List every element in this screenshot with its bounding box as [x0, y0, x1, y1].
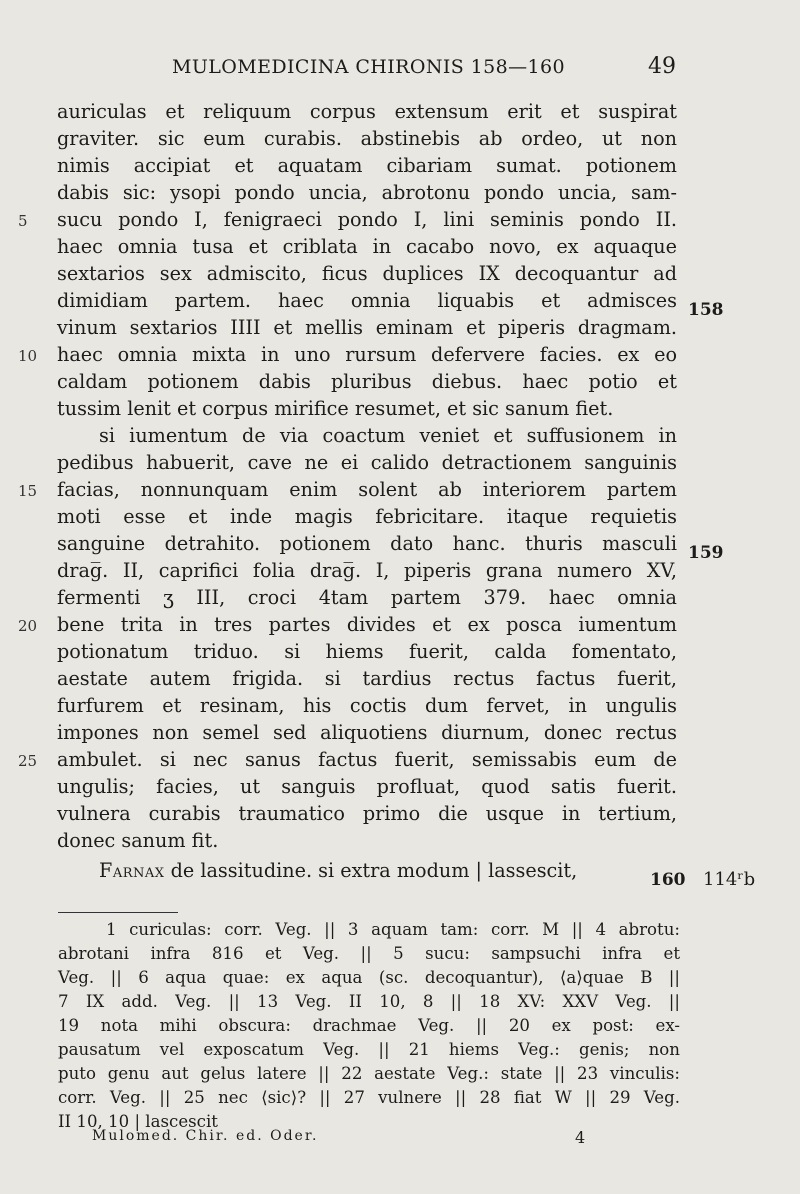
line-number: 20 [18, 617, 38, 635]
page-number: 49 [648, 54, 676, 79]
section-number: 158 [688, 300, 724, 320]
printer-signature: Mulomed. Chir. ed. Oder. [92, 1128, 319, 1144]
running-title: MULOMEDICINA CHIRONIS 158—160 [172, 56, 565, 78]
text-line: ambulet. si nec sanus factus fuerit, semissabis eum de [57, 748, 677, 771]
text-line: haec omnia tusa et criblata in cacabo novo, ex aquaque [57, 235, 677, 258]
text-line: fermenti ʒ III, croci 4tam partem 379. haec omnia [57, 586, 677, 609]
text-line: vinum sextarios IIII et mellis eminam et piperis dragmam. [57, 316, 677, 339]
page-header [0, 56, 800, 86]
text-line: bene trita in tres partes divides et ex posca iumentum [57, 613, 677, 636]
section-number: 159 [688, 543, 724, 563]
footnote-line: 7 IX add. Veg. || 13 Veg. II 10, 8 || 18 XV: XXV Veg. || [58, 992, 680, 1011]
line-number: 15 [18, 482, 38, 500]
text-line: potionatum triduo. si hiems fuerit, calda fomentato, [57, 640, 677, 663]
footnote-line: II 10, 10 | lascescit [58, 1112, 218, 1131]
text-line: ungulis; facies, ut sanguis profluat, quod satis fuerit. [57, 775, 677, 798]
text-line: aestate autem frigida. si tardius rectus factus fuerit, [57, 667, 677, 690]
text-line: drag̅. II, caprifici folia drag̅. I, piperis grana numero XV, [57, 559, 677, 582]
text-line: donec sanum fit. [57, 829, 219, 852]
text-line: impones non semel sed aliquotiens diurnum, donec rectus [57, 721, 677, 744]
line-number: 25 [18, 752, 38, 770]
footnote-line: corr. Veg. || 25 nec ⟨sic⟩? || 27 vulnere || 28 fiat W || 29 Veg. [58, 1088, 680, 1107]
footnote-line: 1 curiculas: corr. Veg. || 3 aquam tam: corr. M || 4 abrotu: [106, 920, 680, 939]
footnote-line: Veg. || 6 aqua quae: ex aqua (sc. decoquantur), ⟨a⟩quae B || [58, 968, 680, 987]
text-line: pedibus habuerit, cave ne ei calido detractionem sanguinis [57, 451, 677, 474]
text-line: sucu pondo I, fenigraeci pondo I, lini seminis pondo II. [57, 208, 677, 231]
text-line: dabis sic: ysopi pondo uncia, abrotonu pondo uncia, sam- [57, 181, 677, 204]
footnote-divider [58, 912, 178, 913]
footnote-line: pausatum vel exposcatum Veg. || 21 hiems Veg.: genis; non [58, 1040, 680, 1059]
footnote-line: abrotani infra 816 et Veg. || 5 sucu: sampsuchi infra et [58, 944, 680, 963]
text-line: dimidiam partem. haec omnia liquabis et admisces [57, 289, 677, 312]
footnote-line: 19 nota mihi obscura: drachmae Veg. || 20 ex post: ex- [58, 1016, 680, 1035]
text-line: vulnera curabis traumatico primo die usque in tertium, [57, 802, 677, 825]
text-line: si iumentum de via coactum veniet et suffusionem in [99, 424, 677, 447]
text-line: tussim lenit et corpus mirifice resumet, et sic sanum fiet. [57, 397, 614, 420]
text-line: moti esse et inde magis febricitare. itaque requietis [57, 505, 677, 528]
chapter-text: de lassitudine. si extra modum | lassescit, [164, 859, 578, 882]
folio-reference: 114ʳb [703, 869, 756, 890]
text-line: auriculas et reliquum corpus extensum erit et suspirat [57, 100, 677, 123]
text-line: nimis accipiat et aquatam cibariam sumat. potionem [57, 154, 677, 177]
chapter-heading: Farnax [99, 859, 165, 882]
text-line: caldam potionem dabis pluribus diebus. haec potio et [57, 370, 677, 393]
signature-number: 4 [575, 1128, 586, 1147]
section-number: 160 [650, 870, 686, 890]
text-line: graviter. sic eum curabis. abstinebis ab ordeo, ut non [57, 127, 677, 150]
footnote-line: puto genu aut gelus latere || 22 aestate Veg.: state || 23 vinculis: [58, 1064, 680, 1083]
line-number: 5 [18, 212, 28, 230]
text-line: sanguine detrahito. potionem dato hanc. thuris masculi [57, 532, 677, 555]
text-line: furfurem et resinam, his coctis dum fervet, in ungulis [57, 694, 677, 717]
text-line: facias, nonnunquam enim solent ab interiorem partem [57, 478, 677, 501]
line-number: 10 [18, 347, 38, 365]
text-line: haec omnia mixta in uno rursum defervere facies. ex eo [57, 343, 677, 366]
chapter-heading-line [99, 859, 677, 886]
text-line: sextarios sex admiscito, ficus duplices IX decoquantur ad [57, 262, 677, 285]
